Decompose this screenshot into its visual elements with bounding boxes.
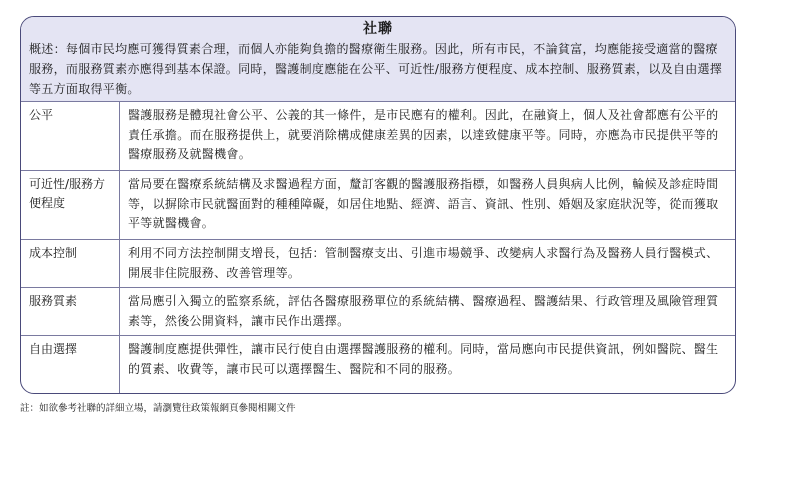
row-label: 公平 [21, 102, 120, 170]
row-description: 利用不同方法控制開支增長，包括：管制醫療支出、引進市場競爭、改變病人求醫行為及醫務人員行醫模式、開展非住院服務、改善管理等。 [128, 246, 719, 280]
table-row-service-quality [21, 288, 735, 336]
footnote: 註：如欲參考社聯的詳細立場，請瀏覽往政策報網頁參閱相關文件 [20, 403, 296, 414]
row-description: 當局要在醫療系統結構及求醫過程方面，釐訂客觀的醫護服務指標，如醫務人員與病人比例，輪候及診症時間等，以摒除市民就醫面對的種種障礙，如居住地點、經濟、語言、資訊、性別、婚姻及家庭狀況等，從而獲取平等就醫機會。 [128, 177, 719, 230]
table-row-free-choice [21, 336, 735, 393]
row-label: 服務質素 [21, 288, 120, 335]
row-description: 當局應引入獨立的監察系統，評估各醫療服務單位的系統結構、醫療過程、醫護結果、行政管理及風險管理質素等，然後公開資料，讓市民作出選擇。 [128, 294, 719, 328]
row-label: 可近性/服務方便程度 [21, 171, 120, 239]
row-label: 自由選擇 [21, 336, 120, 393]
table-title: 社聯 [363, 21, 393, 37]
row-label: 成本控制 [21, 240, 120, 287]
row-description: 醫護服務是體現社會公平、公義的其一條件，是市民應有的權利。因此，在融資上，個人及社會都應有公平的責任承擔。而在服務提供上，就要消除構成健康差異的因素，以達致健康平等。同時，亦應為市民提供平等的醫療服務及就醫機會。 [128, 108, 719, 161]
row-description: 醫護制度應提供彈性，讓市民行使自由選擇醫護服務的權利。同時，當局應向市民提供資訊，例如醫院、醫生的質素、收費等，讓市民可以選擇醫生、醫院和不同的服務。 [128, 342, 719, 376]
table-row-cost-control [21, 240, 735, 288]
table-header [21, 17, 735, 102]
table-row-fairness [21, 102, 735, 171]
summary-table [20, 16, 736, 394]
overview-text: 概述：每個市民均應可獲得質素合理，而個人亦能夠負擔的醫療衛生服務。因此，所有市民，不論貧富，均應能接受適當的醫療服務，而服務質素亦應得到基本保證。同時，醫護制度應能在公平、可近性/服務方便程度、成本控制、服務質素，以及自由選擇等五方面取得平衡。 [29, 42, 723, 96]
table-row-accessibility [21, 171, 735, 240]
